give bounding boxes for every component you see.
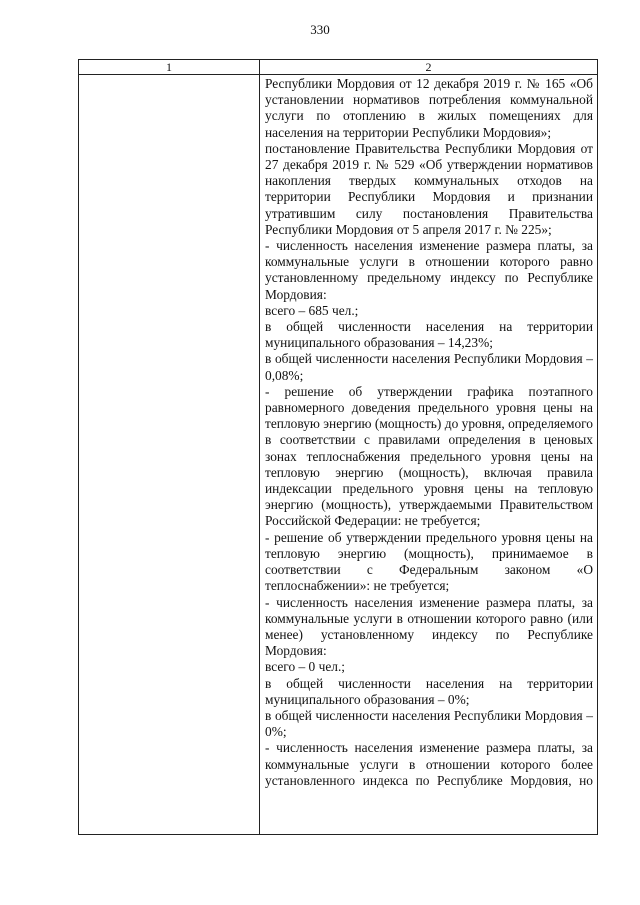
- page-number: 330: [310, 22, 330, 37]
- document-table: [78, 59, 598, 835]
- paragraph-republic-share-0: в общей численности населения Республики Мордовия – 0%;: [265, 707, 593, 740]
- paragraph-resolution-165: Республики Мордовия от 12 декабря 2019 г. № 165 «Об установлении нормативов потребления коммунальной услуги по отоплению в жилых помещениях для населения на территории Республики Мордовия»;: [265, 76, 593, 140]
- paragraph-municipal-share-1423: в общей численности населения на территории муниципального образования – 14,23%;: [265, 319, 593, 351]
- paragraph-heat-price-limit: - решение об утверждении предельного уровня цены на тепловую энергию (мощность), принимаемое в соответствии с Федеральным законом «О теплоснабжении»: не требуется;: [265, 529, 593, 594]
- paragraph-republic-share-008: в общей численности населения Республики Мордовия – 0,08%;: [265, 351, 593, 383]
- paragraph-total-685: всего – 685 чел.;: [265, 302, 359, 318]
- column-separator: [259, 60, 260, 834]
- paragraph-population-less-index: - численность населения изменение размера платы, за коммунальные услуги в отношении которого равно (или менее) установленному индексу по Республике Мордовия:: [265, 594, 593, 659]
- column-2-content: [265, 76, 593, 789]
- table-header-row: [79, 60, 597, 75]
- paragraph-total-0: всего – 0 чел.;: [265, 659, 346, 675]
- paragraph-population-equal-index: - численность населения изменение размера платы, за коммунальные услуги в отношении которого равно установленному предельному индексу по Республике Мордовия:: [265, 238, 593, 302]
- column-1-header: 1: [166, 60, 172, 74]
- paragraph-municipal-share-0: в общей численности населения на территории муниципального образования – 0%;: [265, 675, 593, 707]
- paragraph-resolution-529: постановление Правительства Республики Мордовия от 27 декабря 2019 г. № 529 «Об утверждении нормативов накопления твердых коммунальных отходов на территории Республики Мордовия и признании утратившим силу постановления Правительства Республики Мордовия от 5 апреля 2017 г. № 225»;: [265, 140, 593, 237]
- paragraph-population-more-index: - численность населения изменение размера платы, за коммунальные услуги в отношении которого более установленного индекса по Республике Мордовия, но: [265, 740, 593, 788]
- paragraph-heat-price-schedule: - решение об утверждении графика поэтапного равномерного доведения предельного уровня цены на тепловую энергию (мощность) до уровня, определяемого в соответствии с правилами определения в ценовых зонах теплоснабжения предельного уровня цены на тепловую энергию (мощность), включая правила индексации предельного уровня цены на тепловую энергию (мощность), утверждаемыми Правительством Российской Федерации: не требуется;: [265, 383, 593, 529]
- column-2-header: 2: [425, 60, 432, 74]
